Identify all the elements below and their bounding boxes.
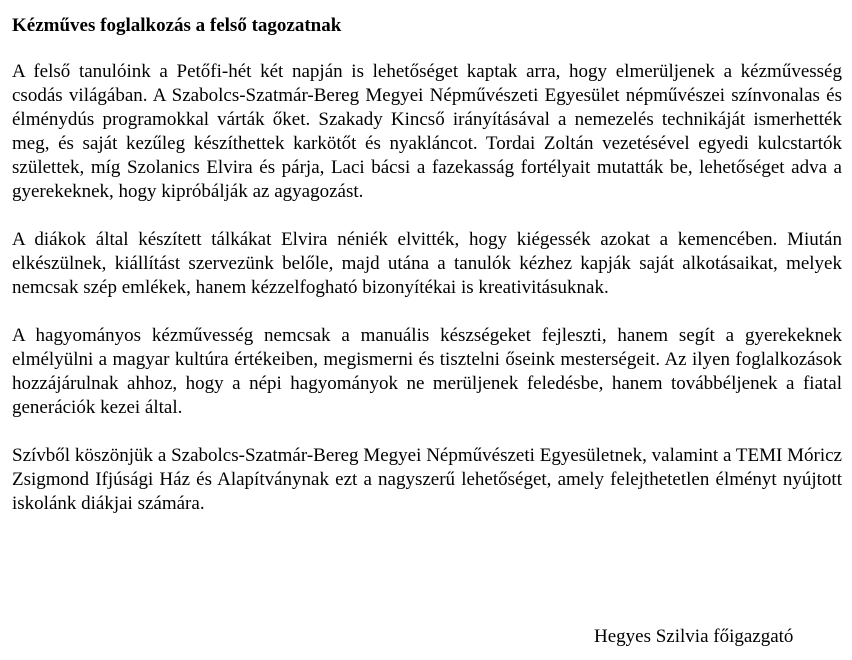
paragraph-3: A hagyományos kézművesség nemcsak a manuális készségeket fejleszti, hanem segít a gyerekeknek elmélyülni a magyar kultúra értékeiben, megismerni és tisztelni őseink mesterségeit. Az ilyen foglalkozások hozzájárulnak ahhoz, hogy a népi hagyományok ne merüljenek feledésbe, hanem továbbéljenek a fiatal generációk kezei által. <box>12 325 842 418</box>
document-body <box>12 14 842 516</box>
document-title: Kézműves foglalkozás a felső tagozatnak <box>12 15 342 36</box>
signature: Hegyes Szilvia főigazgató <box>594 626 794 647</box>
paragraph-2: A diákok által készített tálkákat Elvira néniék elvitték, hogy kiégessék azokat a kemencében. Miután elkészülnek, kiállítást szervezünk belőle, majd utána a tanulók kézhez kapják saját alkotásaikat, melyek nemcsak szép emlékek, hanem kézzelfogható bizonyítékai is kreativitásuknak. <box>12 229 842 298</box>
paragraph-4: Szívből köszönjük a Szabolcs-Szatmár-Bereg Megyei Népművészeti Egyesületnek, valamint a TEMI Móricz Zsigmond Ifjúsági Ház és Alapítványnak ezt a nagyszerű lehetőséget, amely felejthetetlen élményt nyújtott iskolánk diákjai számára. <box>12 445 842 514</box>
paragraph-1: A felső tanulóink a Petőfi-hét két napján is lehetőséget kaptak arra, hogy elmerüljenek a kézművesség csodás világában. A Szabolcs-Szatmár-Bereg Megyei Népművészeti Egyesület népművészei színvonalas és élménydús programokkal várták őket. Szakady Kincső irányításával a nemezelés technikáját ismerhették meg, és saját kezűleg készíthettek karkötőt és nyakláncot. Tordai Zoltán vezetésével egyedi kulcstartók születtek, míg Szolanics Elvira és párja, Laci bácsi a fazekasság fortélyait mutatták be, lehetőséget adva a gyerekeknek, hogy kipróbálják az agyagozást. <box>12 61 842 202</box>
